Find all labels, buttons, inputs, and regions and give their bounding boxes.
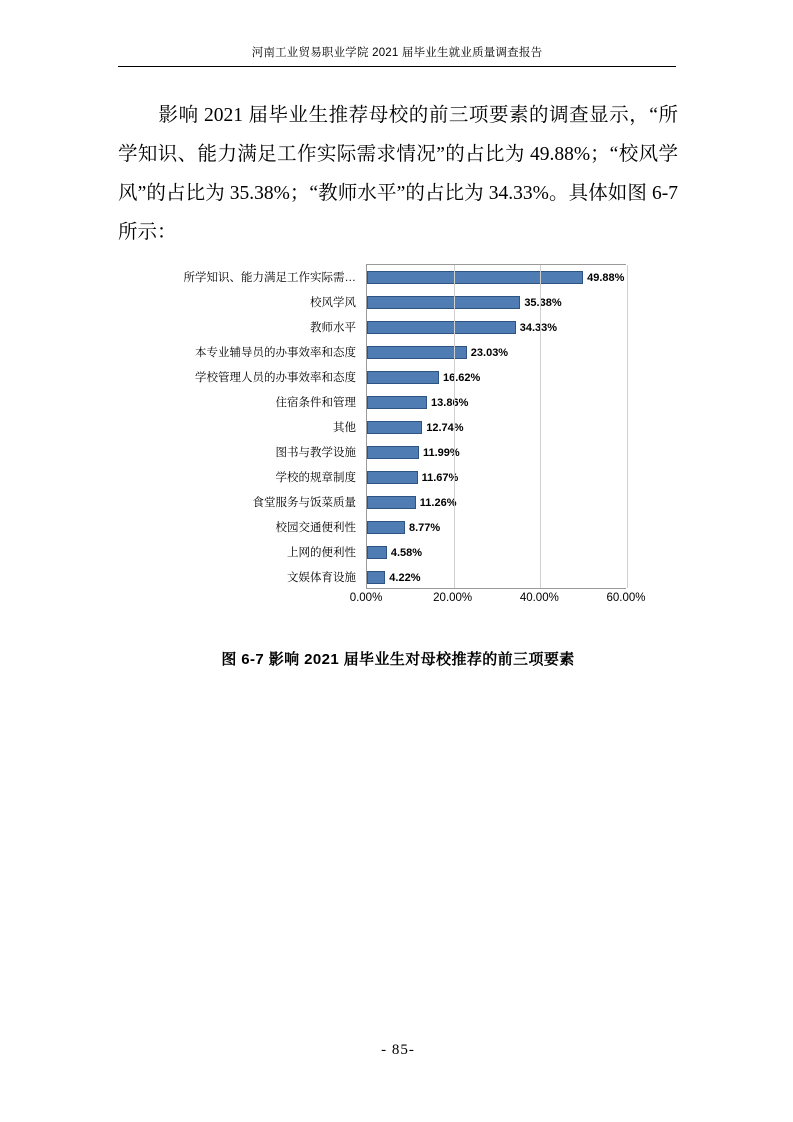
x-tick-label: 40.00%	[519, 592, 559, 604]
bar-value-label: 49.88%	[587, 271, 625, 284]
category-label: 其他	[333, 421, 356, 434]
value-axis-labels	[349, 592, 646, 610]
category-label: 校风学风	[310, 296, 356, 309]
bar-row	[367, 415, 626, 440]
bar-value-label: 11.26%	[419, 496, 457, 509]
bar-row	[367, 265, 626, 290]
bar	[367, 521, 405, 534]
category-label: 图书与教学设施	[275, 446, 356, 459]
bar-row	[367, 490, 626, 515]
category-label: 本专业辅导员的办事效率和态度	[195, 346, 356, 359]
bar-value-label: 13.86%	[431, 396, 469, 409]
bar-value-label: 34.33%	[519, 321, 558, 334]
bar	[367, 396, 427, 409]
bar-row	[367, 440, 626, 465]
category-label: 学校的规章制度	[275, 471, 356, 484]
bar	[367, 546, 387, 559]
figure-chart	[118, 258, 678, 628]
category-label: 上网的便利性	[287, 546, 356, 559]
bar-row	[367, 540, 626, 565]
bar	[367, 271, 583, 284]
bar	[367, 471, 418, 484]
category-axis-labels	[118, 264, 361, 589]
bar	[367, 371, 439, 384]
category-label: 校园交通便利性	[275, 521, 356, 534]
bar-row	[367, 390, 626, 415]
bar-row	[367, 290, 626, 315]
bar	[367, 421, 422, 434]
bar	[367, 496, 416, 509]
header-divider	[118, 66, 676, 67]
category-label: 所学知识、能力满足工作实际需…	[183, 271, 356, 284]
figure-caption: 图 6-7 影响 2021 届毕业生对母校推荐的前三项要素	[221, 651, 575, 668]
chart-canvas	[118, 258, 678, 628]
gridline	[540, 265, 541, 588]
paragraph-text: 影响 2021 届毕业生推荐母校的前三项要素的调查显示，“所学知识、能力满足工作实际需求情况”的占比为 49.88%；“校风学风”的占比为 35.38%；“教师水平”的占比为 34.33%。具体如图 6-7 所示：	[118, 105, 678, 243]
page-header: 河南工业贸易职业学院 2021 届毕业生就业质量调查报告	[251, 47, 543, 59]
bar	[367, 321, 516, 334]
plot-area	[366, 264, 626, 589]
bar-value-label: 4.58%	[390, 546, 423, 559]
bar-row	[367, 465, 626, 490]
page-footer: - 85-	[381, 1042, 415, 1058]
bar-row	[367, 315, 626, 340]
x-tick-label: 60.00%	[606, 592, 646, 604]
bar	[367, 571, 385, 584]
bar	[367, 346, 467, 359]
bar-value-label: 16.62%	[443, 371, 481, 384]
bar-rows	[367, 265, 626, 588]
x-tick-label: 0.00%	[349, 592, 383, 604]
bar-value-label: 11.99%	[422, 446, 460, 459]
category-label: 教师水平	[310, 321, 356, 334]
bar-row	[367, 565, 626, 590]
body-paragraph	[118, 96, 678, 252]
bar-row	[367, 515, 626, 540]
bar-value-label: 8.77%	[409, 521, 441, 534]
bar-value-label: 4.22%	[389, 571, 421, 584]
category-label: 住宿条件和管理	[275, 396, 356, 409]
bar-value-label: 23.03%	[470, 346, 509, 359]
category-label: 食堂服务与饭菜质量	[252, 496, 356, 509]
category-label: 文娱体育设施	[287, 571, 356, 584]
bar	[367, 296, 520, 309]
gridline	[627, 265, 628, 588]
x-tick-label: 20.00%	[433, 592, 473, 604]
category-label: 学校管理人员的办事效率和态度	[195, 371, 356, 384]
gridline	[454, 265, 455, 588]
bar-row	[367, 365, 626, 390]
bar-value-label: 11.67%	[421, 471, 459, 484]
bar-value-label: 12.74%	[426, 421, 464, 434]
bar-row	[367, 340, 626, 365]
bar	[367, 446, 419, 459]
bar-value-label: 35.38%	[524, 296, 562, 309]
